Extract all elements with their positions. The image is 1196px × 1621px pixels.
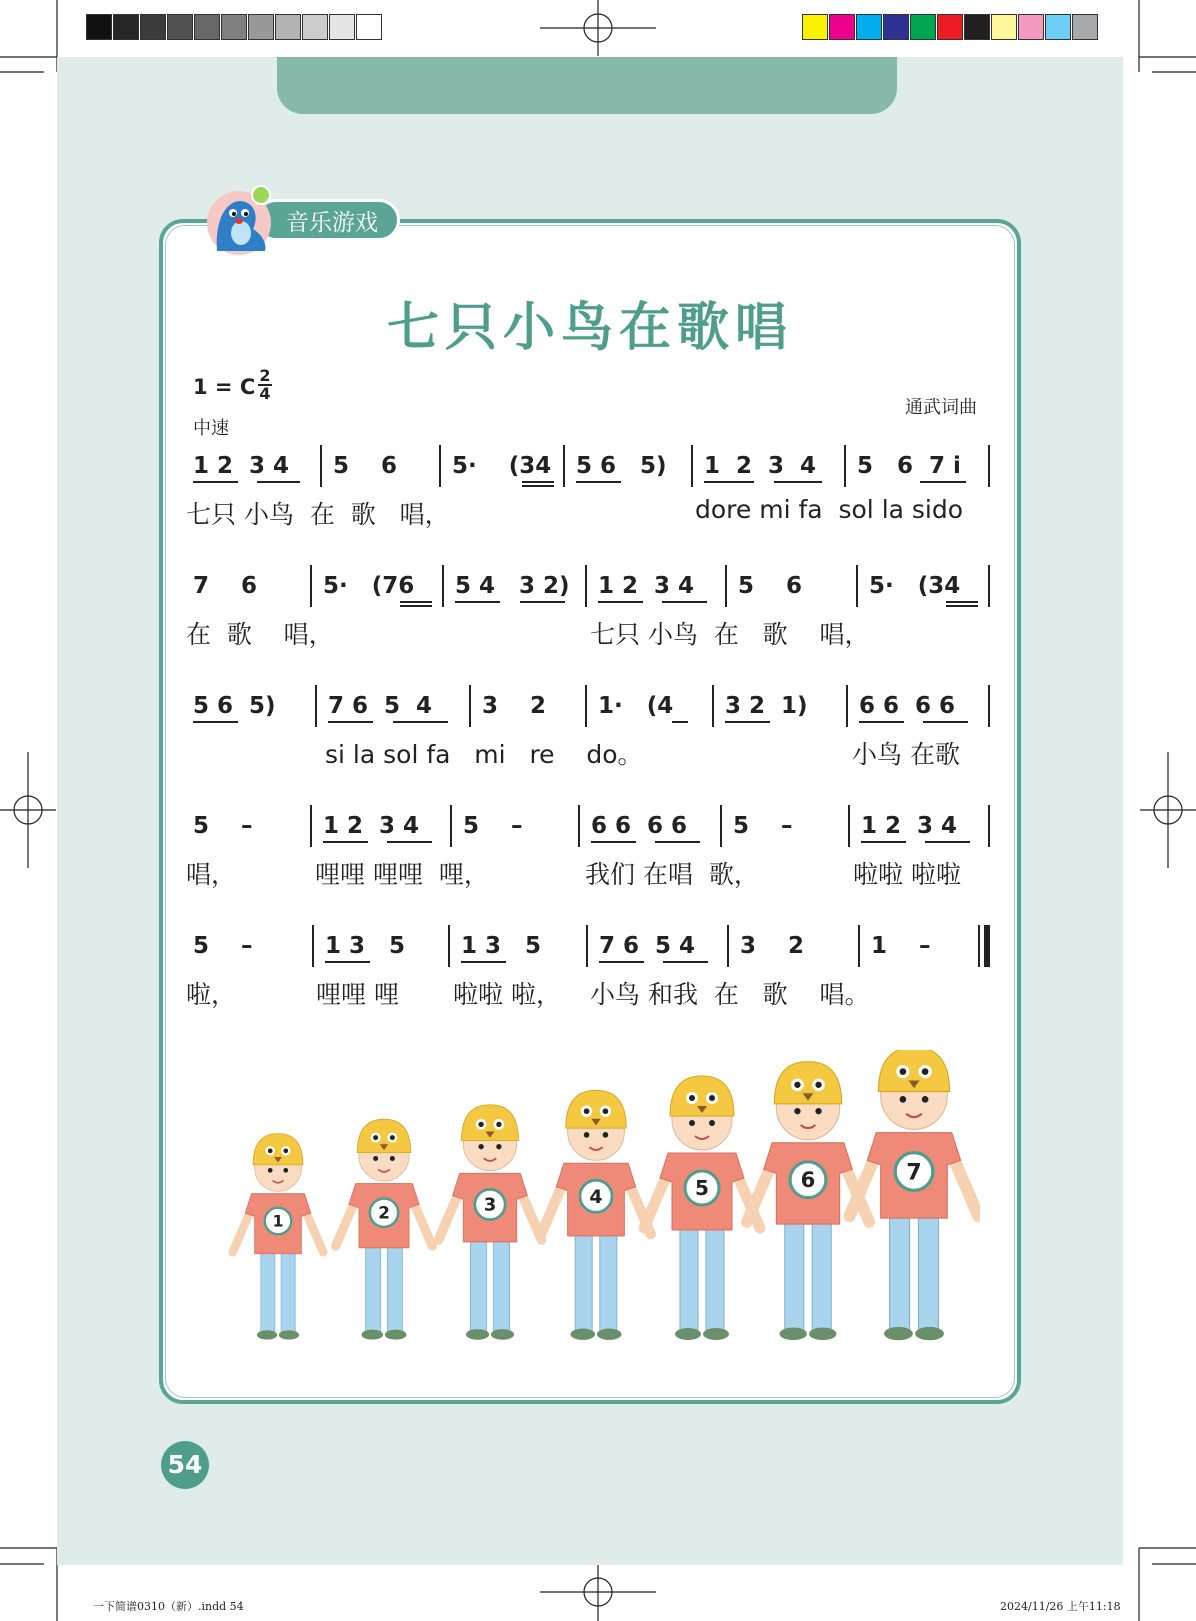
measure-notes: 5 – — [463, 813, 523, 839]
lyrics-line: dore mi fa sol la sido — [695, 495, 964, 524]
lyrics-line: 七只 小鸟 在 歌 唱， — [186, 500, 450, 529]
lyrics-line: 七只 小鸟 在 歌 唱， — [590, 620, 870, 649]
final-barline-thin — [978, 925, 980, 967]
measure-notes: 1 2 3 4 — [861, 813, 958, 839]
barline — [469, 685, 471, 727]
measure-notes: 1 3 5 — [461, 933, 542, 959]
measure-notes: 5· (76 — [323, 573, 415, 599]
child-figure — [233, 1134, 323, 1340]
child-number: 6 — [800, 1167, 816, 1193]
barline — [720, 805, 722, 847]
key-signature: 1 = C — [193, 375, 256, 399]
child-number: 4 — [589, 1185, 603, 1208]
barline — [691, 445, 693, 487]
measure-notes: 5 6 5) — [193, 693, 276, 719]
child-number: 3 — [483, 1194, 497, 1216]
time-signature-bottom: 4 — [259, 384, 271, 403]
time-signature — [258, 366, 272, 403]
time-signature-top: 2 — [259, 366, 271, 385]
child-number: 5 — [695, 1176, 709, 1200]
barline — [988, 565, 990, 607]
lyrics-line: 哩哩 哩哩 哩， — [315, 860, 489, 889]
header-tab-bar — [277, 57, 897, 114]
barline — [848, 805, 850, 847]
lyrics-line: si la sol fa mi re do。 — [325, 740, 643, 769]
lyrics-line: 小鸟 在歌 — [852, 740, 960, 769]
children-illustration — [220, 1050, 980, 1350]
barline — [563, 445, 565, 487]
child-figure — [644, 1076, 760, 1340]
child-figure — [850, 1050, 979, 1340]
measure-notes: 1 2 3 4 — [704, 453, 817, 479]
measure-notes: 3 2 1) — [725, 693, 808, 719]
barline — [585, 565, 587, 607]
measure-notes: 1 3 5 — [325, 933, 406, 959]
child-number: 2 — [378, 1202, 390, 1223]
barline — [448, 925, 450, 967]
composer-credit: 通武词曲 — [905, 397, 977, 418]
measure-notes: 5 6 — [333, 453, 398, 479]
lyrics-line: 哩哩 哩 — [316, 980, 399, 1009]
barline — [310, 805, 312, 847]
measure-notes: 7 6 5 4 — [599, 933, 696, 959]
barline — [844, 445, 846, 487]
final-barline-thick — [984, 925, 990, 967]
page-number: 54 — [161, 1441, 209, 1489]
barline — [578, 805, 580, 847]
barline — [725, 565, 727, 607]
measure-notes: 5 – — [193, 933, 253, 959]
measure-notes: 5· (34 — [869, 573, 961, 599]
measure-notes: 1 2 3 4 — [323, 813, 420, 839]
footer-timestamp: 2024/11/26 上午11:18 — [1000, 1600, 1121, 1613]
measure-notes: 3 2 — [740, 933, 805, 959]
measure-notes: 5 – — [733, 813, 793, 839]
measure-notes: 1 2 3 4 — [193, 453, 290, 479]
barline — [988, 685, 990, 727]
barline — [312, 925, 314, 967]
barline — [320, 445, 322, 487]
measure-notes: 1 – — [871, 933, 931, 959]
lyrics-line: 啦啦 啦啦 — [853, 860, 961, 889]
measure-notes: 1· (4 — [598, 693, 674, 719]
barline — [315, 685, 317, 727]
barline — [586, 925, 588, 967]
measure-notes: 5 6 5) — [576, 453, 667, 479]
child-figure — [541, 1090, 651, 1339]
child-number: 1 — [272, 1212, 284, 1231]
lyrics-line: 在 歌 唱， — [186, 620, 334, 649]
measure-notes: 1 2 3 4 — [598, 573, 695, 599]
barline — [712, 685, 714, 727]
measure-notes: 5 6 — [738, 573, 803, 599]
barline — [585, 685, 587, 727]
tempo-marking: 中速 — [193, 418, 229, 439]
lyrics-line: 我们 在唱 歌， — [585, 860, 759, 889]
barline — [988, 445, 990, 487]
measure-notes: 3 2 — [482, 693, 547, 719]
lyrics-line: 啦， — [186, 980, 237, 1009]
child-figure — [336, 1119, 433, 1339]
barline — [988, 805, 990, 847]
measure-notes: 5 – — [193, 813, 253, 839]
barline — [442, 565, 444, 607]
footer-file-info: 一下简谱0310（新）.indd 54 — [93, 1600, 244, 1613]
lyrics-line: 啦啦 啦， — [453, 980, 561, 1009]
barline — [727, 925, 729, 967]
barline — [846, 685, 848, 727]
barline — [858, 925, 860, 967]
measure-notes: 6 6 6 6 — [859, 693, 956, 719]
measure-notes: 7 6 5 4 — [328, 693, 433, 719]
barline — [450, 805, 452, 847]
song-title: 七只小鸟在歌唱 — [386, 297, 793, 358]
child-figure — [438, 1105, 541, 1340]
barline — [310, 565, 312, 607]
section-badge: 音乐游戏 — [255, 199, 400, 241]
lyrics-line: 唱， — [186, 860, 237, 889]
measure-notes: 7 6 — [193, 573, 258, 599]
measure-notes: 5· (34 — [452, 453, 552, 479]
barline — [856, 565, 858, 607]
measure-notes: 5 4 3 2) — [455, 573, 570, 599]
measure-notes: 6 6 6 6 — [591, 813, 688, 839]
seal-mascot-icon — [205, 185, 277, 257]
measure-notes: 5 6 7 i — [857, 453, 961, 479]
barline — [439, 445, 441, 487]
child-number: 7 — [906, 1159, 922, 1186]
lyrics-line: 小鸟 和我 在 歌 唱。 — [590, 980, 870, 1009]
